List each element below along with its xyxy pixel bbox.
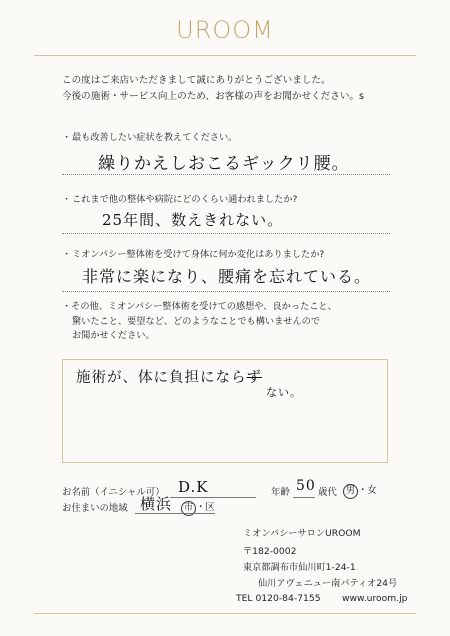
question-text: これまで他の整体や病院にどのくらい通われましたか? [72, 194, 298, 205]
header-divider [34, 55, 416, 56]
age-underline [293, 497, 315, 498]
free-question-line-1: ・その他、ミオンパシー整体術を受けての感想や、良かったこと、 [62, 301, 337, 312]
uroom-logo: UROOM [176, 16, 274, 44]
answer-line [62, 291, 390, 292]
answer-3: 非常に楽になり、腰痛を忘れている。 [82, 267, 372, 286]
free-answer-line-2: ない。 [266, 386, 302, 399]
zip-code: 〒182-0002 [243, 546, 297, 557]
area-separator: ・ [196, 502, 206, 513]
question-1 [62, 129, 237, 143]
age-label: 年齢 [271, 487, 290, 498]
question-bullet: ・ [62, 249, 72, 260]
gender-separator: ・ [358, 485, 368, 496]
free-answer-text: 施術が、体に負担になら [76, 370, 247, 386]
website-url: www.uroom.jp [342, 593, 408, 604]
area-label: お住まいの地域 [62, 503, 128, 514]
area-ward: 区 [205, 502, 215, 513]
salon-name: ミオンパシーサロンUROOM [243, 528, 361, 539]
answer-2: 25年間、数えきれない。 [102, 211, 284, 229]
free-question-line-3: お聞かせください。 [72, 330, 155, 341]
intro-line-2: 今後の施術・サービス向上のため、お客様の声をお聞かせください。s [62, 91, 365, 102]
question-text: ミオンパシー整体術を受けて身体に何か変化はありましたか? [72, 249, 325, 260]
gender-female: 女 [367, 485, 377, 496]
name-value: D.K [178, 478, 209, 496]
age-value: 50 [296, 478, 316, 494]
answer-line [62, 174, 390, 175]
footer-divider [34, 613, 416, 614]
question-2 [62, 191, 297, 205]
question-bullet: ・ [62, 194, 72, 205]
address-line-2: 仙川アヴェニュー南パティオ24号 [258, 578, 398, 589]
intro-line-1: この度はご来店いただきまして誠にありがとうございました。 [62, 75, 331, 86]
question-text: 最も改善したい症状を教えてください。 [72, 132, 238, 143]
answer-line [62, 233, 390, 234]
area-city-circled: 市 [181, 501, 196, 516]
free-answer-struck: ず [246, 370, 262, 386]
intro-text [62, 73, 364, 105]
area-underline [135, 513, 215, 514]
free-question-line-2: 驚いたこと、要望など、どのようなことでも構いませんので [72, 315, 321, 327]
question-bullet: ・ [62, 132, 72, 143]
answer-1: 繰りかえしおこるギックリ腰。 [98, 154, 350, 174]
name-label: お名前（イニシャル可） [62, 487, 165, 498]
address-line-1: 東京都調布市仙川町1-24-1 [243, 562, 356, 573]
area-value: 横浜 [140, 495, 173, 513]
age-suffix: 歳代 [318, 487, 337, 498]
gender-options [343, 482, 377, 499]
name-underline [170, 497, 256, 498]
phone-number: TEL 0120-84-7155 [236, 593, 321, 604]
free-answer [76, 366, 262, 387]
gender-male-circled: 男 [343, 484, 358, 499]
free-question [62, 300, 337, 344]
question-3 [62, 246, 324, 260]
